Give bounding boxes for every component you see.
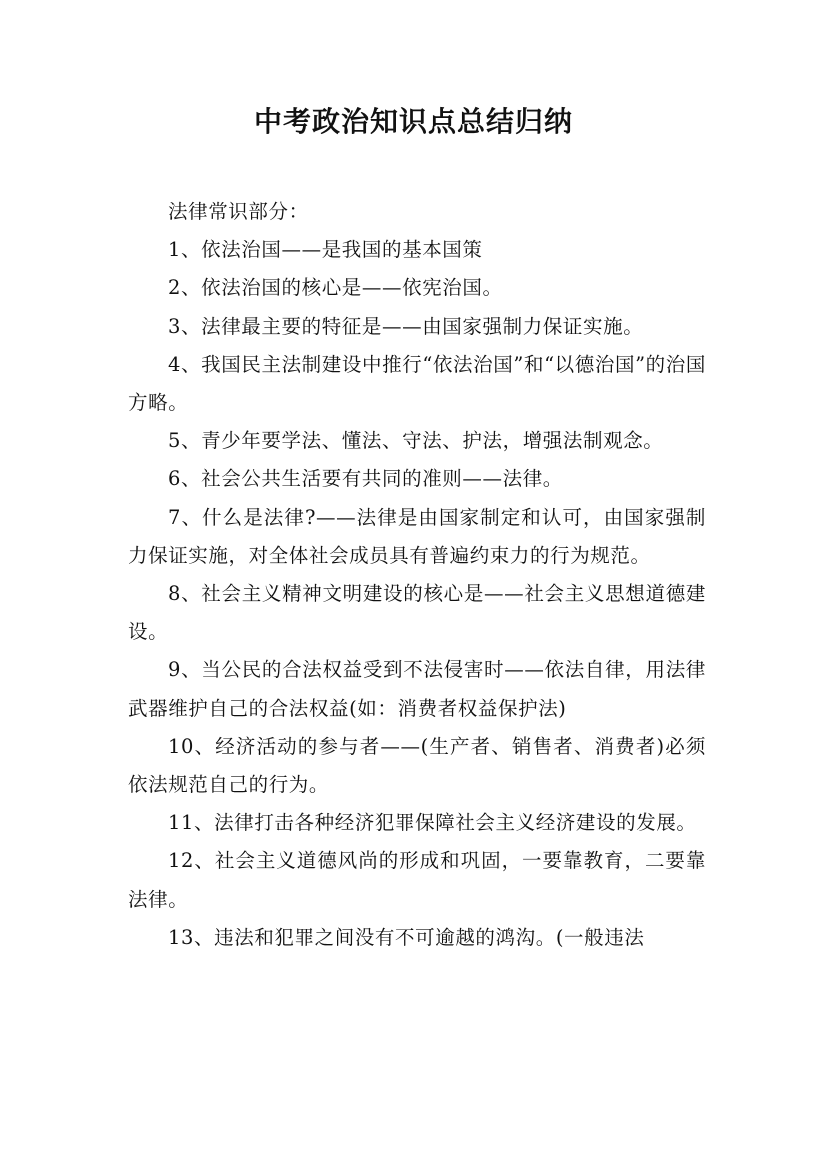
paragraph-item-1: 1、依法治国——是我国的基本国策 [168,238,483,262]
paragraph-item-7: 7、什么是法律?——法律是由国家制定和认可，由国家强制力保证实施，对全体社会成员具有普遍约束力的行为规范。 [128,505,706,567]
paragraph-item-13: 13、违法和犯罪之间没有不可逾越的鸿沟。(一般违法 [168,925,645,949]
document-title: 中考政治知识点总结归纳 [253,105,573,138]
paragraph-item-6: 6、社会公共生活要有共同的准则——法律。 [168,467,563,491]
paragraph-item-2: 2、依法治国的核心是——依宪治国。 [168,276,503,300]
paragraph-item-8: 8、社会主义精神文明建设的核心是——社会主义思想道德建设。 [128,582,706,644]
paragraph-heading: 法律常识部分： [168,200,309,223]
paragraph-item-3: 3、法律最主要的特征是——由国家强制力保证实施。 [168,314,644,338]
paragraph-item-4: 4、我国民主法制建设中推行“依法治国”和“以德治国”的治国方略。 [128,352,706,415]
paragraph-item-10: 10、经济活动的参与者——(生产者、销售者、消费者)必须依法规范自己的行为。 [128,734,706,797]
document-body [128,193,706,957]
paragraph-item-9: 9、当公民的合法权益受到不法侵害时——依法自律，用法律武器维护自己的合法权益(如：消费者权益保护法) [128,658,706,720]
paragraph-item-12: 12、社会主义道德风尚的形成和巩固，一要靠教育，二要靠法律。 [128,849,706,911]
paragraph-item-5: 5、青少年要学法、懂法、守法、护法，增强法制观念。 [168,429,664,453]
paragraph-item-11: 11、法律打击各种经济犯罪保障社会主义经济建设的发展。 [168,811,697,835]
